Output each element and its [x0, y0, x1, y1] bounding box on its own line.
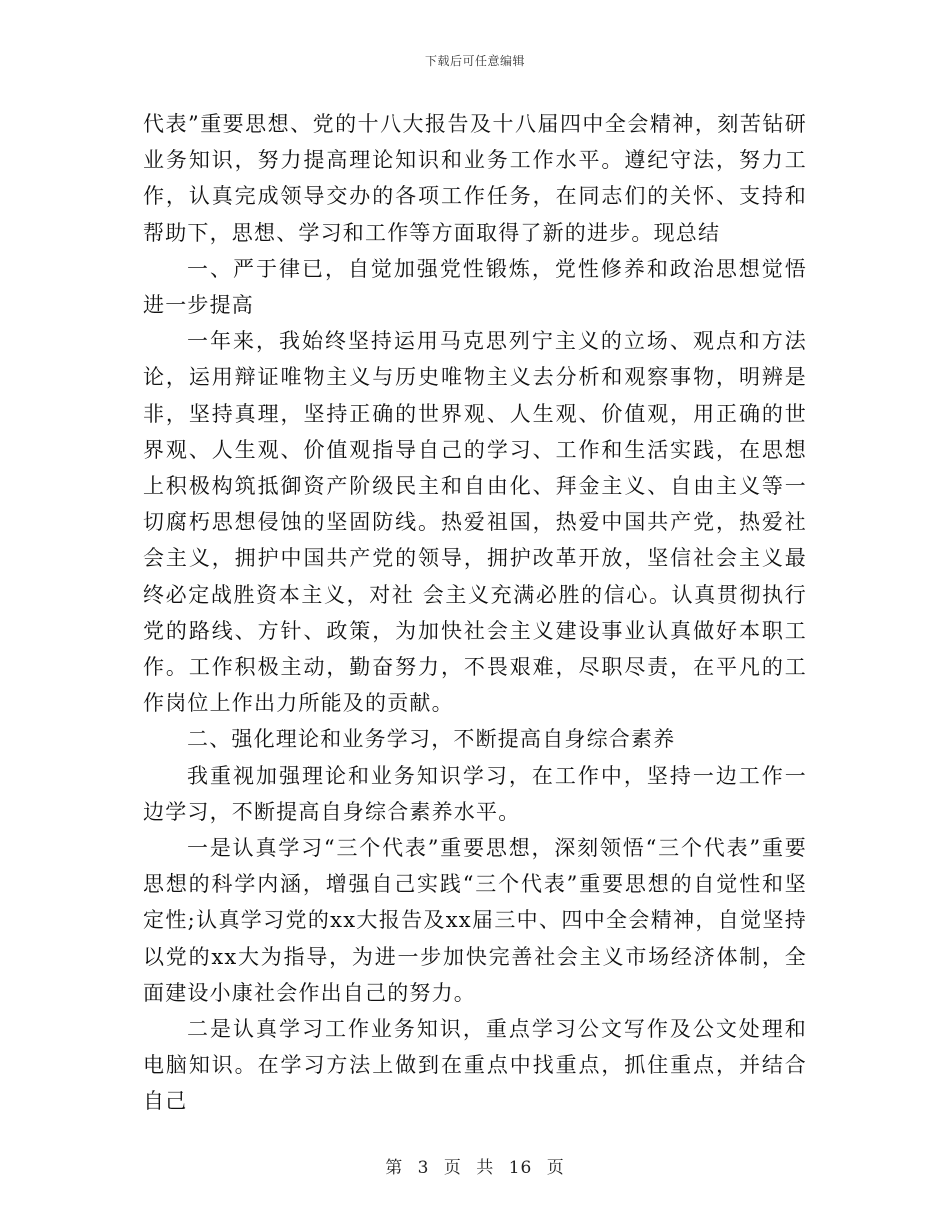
section-heading-2: 二、强化理论和业务学习，不断提高自身综合素养: [187, 727, 676, 752]
page-footer: 第 3 页 共 16 页: [385, 1158, 565, 1178]
paragraph-4: 一是认真学习“三个代表”重要思想，深刻领悟“三个代表”重要思想的科学内涵，增强自己实践“三个代表”重要思想的自觉性和坚定性;认真学习党的xx大报告及xx届三中、四中全会精神，自觉坚持以党的xx大为指导，为进一步加快完善社会主义市场经济体制，全面建设小康社会作出自己的努力。: [143, 836, 807, 1005]
paragraph-5: 二是认真学习工作业务知识，重点学习公文写作及公文处理和电脑知识。在学习方法上做到在重点中找重点，抓住重点，并结合自己: [143, 1017, 807, 1114]
paragraph-3: 我重视加强理论和业务知识学习，在工作中，坚持一边工作一边学习，不断提高自身综合素养水平。: [143, 763, 807, 824]
paragraph-1: 代表”重要思想、党的十八大报告及十八届四中全会精神，刻苦钻研业务知识，努力提高理论知识和业务工作水平。遵纪守法，努力工作，认真完成领导交办的各项工作任务，在同志们的关怀、支持和帮助下，思想、学习和工作等方面取得了新的进步。现总结: [143, 112, 807, 245]
document-body: [143, 106, 807, 1120]
section-heading-1: 一、严于律已，自觉加强党性锻炼，党性修养和政治思想觉悟进一步提高: [143, 256, 807, 318]
paragraph-2: 一年来，我始终坚持运用马克思列宁主义的立场、观点和方法论，运用辩证唯物主义与历史唯物主义去分析和观察事物，明辨是非，坚持真理，坚持正确的世界观、人生观、价值观，用正确的世界观、人生观、价值观指导自己的学习、工作和生活实践，在思想上积极构筑抵御资产阶级民主和自由化、拜金主义、自由主义等一切腐朽思想侵蚀的坚固防线。热爱祖国，热爱中国共产党，热爱社会主义，拥护中国共产党的领导，拥护改革开放，坚信社会主义最终必定战胜资本主义，对社 会主义充满必胜的信心。认真贯彻执行党的路线、方针、政策，为加快社会主义建设事业认真做好本职工作。工作积极主动，勤奋努力，不畏艰难，尽职尽责，在平凡的工作岗位上作出力所能及的贡献。: [143, 329, 807, 716]
page-header: 下载后可任意编辑: [424, 54, 525, 68]
